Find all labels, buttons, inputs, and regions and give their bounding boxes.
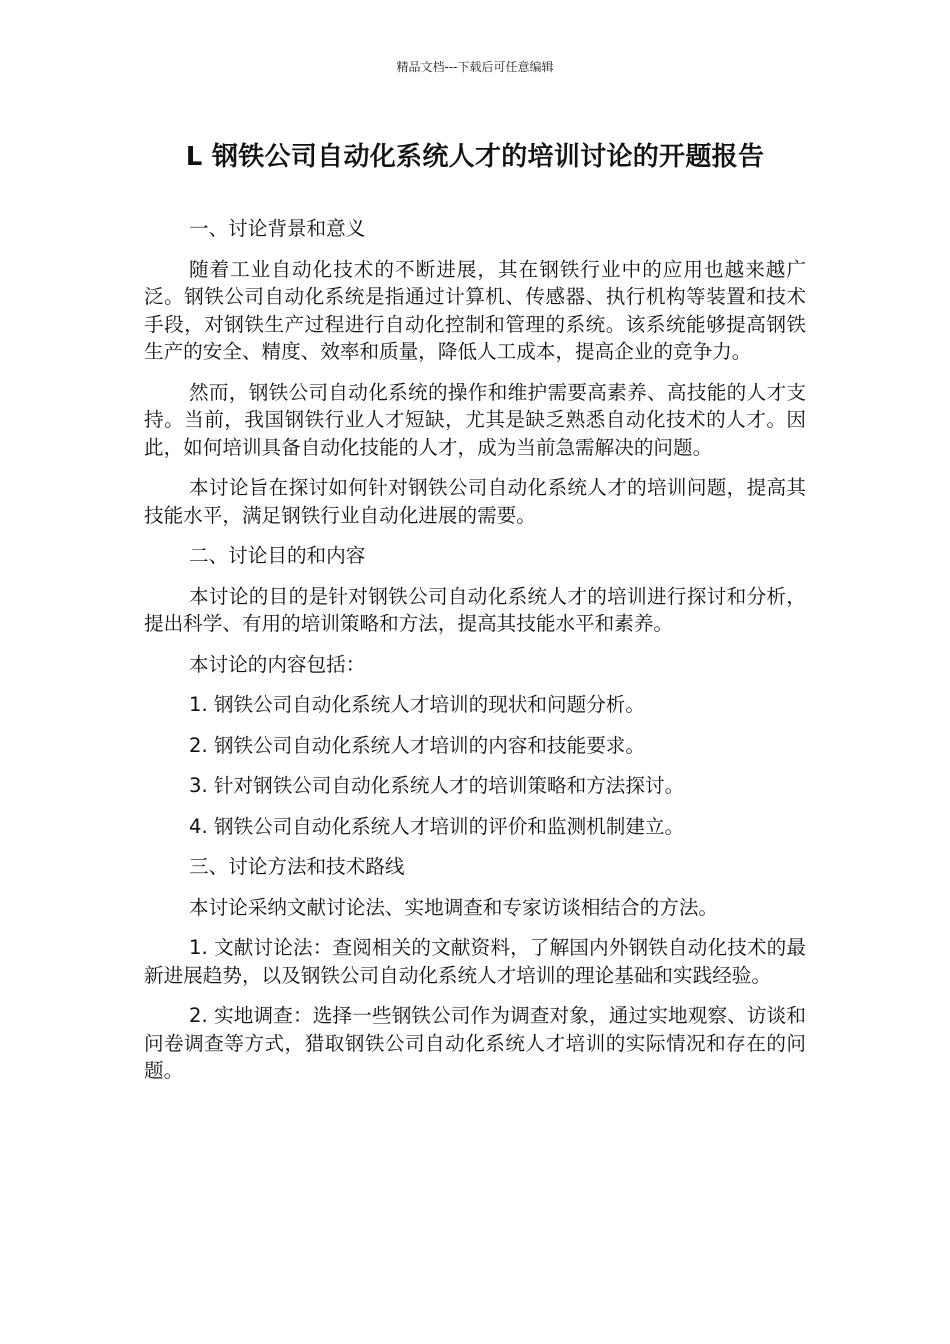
- paragraph-background-2: 然而，钢铁公司自动化系统的操作和维护需要高素养、高技能的人才支持。当前，我国钢铁行业人才短缺，尤其是缺乏熟悉自动化技术的人才。因此，如何培训具备自动化技能的人才，成为当前急需解决的问题。: [144, 380, 806, 459]
- section-heading-methods: 三、讨论方法和技术路线: [189, 855, 405, 878]
- section-heading-background: 一、讨论背景和意义: [189, 217, 366, 240]
- list-item-content-1: 1. 钢铁公司自动化系统人才培训的现状和问题分析。: [189, 693, 645, 716]
- paragraph-background-3: 本讨论旨在探讨如何针对钢铁公司自动化系统人才的培训问题，提高其技能水平，满足钢铁行业自动化进展的需要。: [144, 476, 806, 527]
- list-item-method-2: 2. 实地调查：选择一些钢铁公司作为调查对象，通过实地观察、访谈和问卷调查等方式，猎取钢铁公司自动化系统人才培训的实际情况和存在的问题。: [144, 1004, 806, 1082]
- document-body: [144, 215, 806, 1098]
- paragraph-background-1: 随着工业自动化技术的不断进展，其在钢铁行业中的应用也越来越广泛。钢铁公司自动化系统是指通过计算机、传感器、执行机构等装置和技术手段，对钢铁生产过程进行自动化控制和管理的系统。该系统能够提高钢铁生产的安全、精度、效率和质量，降低人工成本，提高企业的竞争力。: [144, 257, 806, 363]
- list-item-content-2: 2. 钢铁公司自动化系统人才培训的内容和技能要求。: [189, 733, 645, 757]
- paragraph-objectives-1: 本讨论的目的是针对钢铁公司自动化系统人才的培训进行探讨和分析，提出科学、有用的培训策略和方法，提高其技能水平和素养。: [144, 584, 806, 635]
- section-heading-objectives: 二、讨论目的和内容: [189, 544, 366, 567]
- list-item-content-4: 4. 钢铁公司自动化系统人才培训的评价和监测机制建立。: [189, 814, 685, 838]
- paragraph-methods-1: 本讨论采纳文献讨论法、实地调查和专家访谈相结合的方法。: [189, 895, 719, 919]
- document-title: L 钢铁公司自动化系统人才的培训讨论的开题报告: [185, 142, 765, 172]
- paragraph-objectives-2: 本讨论的内容包括：: [189, 652, 366, 676]
- header-note: 精品文档---下载后可任意编辑: [396, 60, 554, 74]
- list-item-method-1: 1. 文献讨论法：查阅相关的文献资料，了解国内外钢铁自动化技术的最新进展趋势，以及钢铁公司自动化系统人才培训的理论基础和实践经验。: [144, 936, 806, 987]
- list-item-content-3: 3. 针对钢铁公司自动化系统人才的培训策略和方法探讨。: [189, 774, 685, 797]
